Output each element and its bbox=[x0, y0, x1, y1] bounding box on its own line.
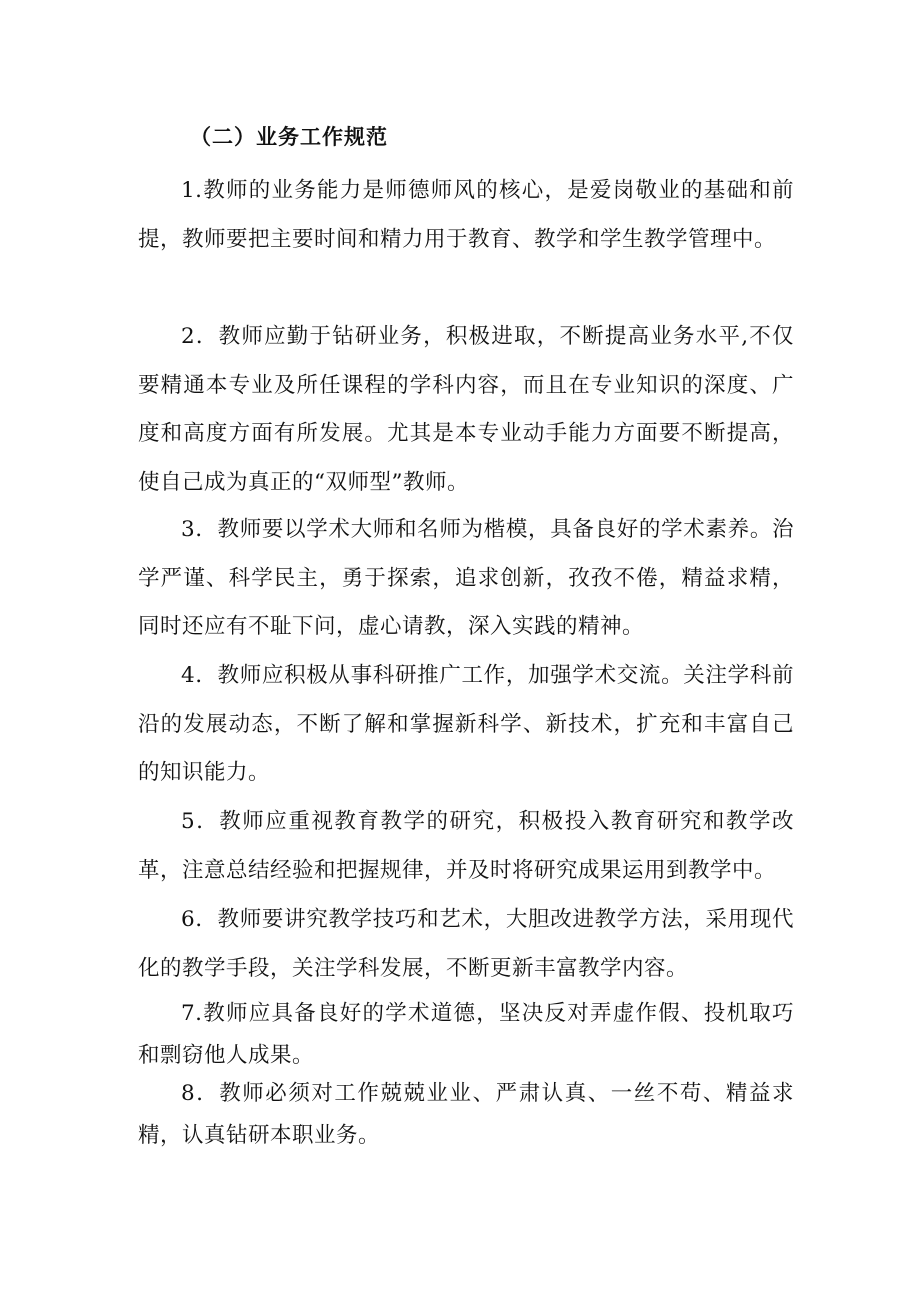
paragraph-1: 1.教师的业务能力是师德师风的核心，是爱岗敬业的基础和前提，教师要把主要时间和精力用于教育、教学和学生教学管理中。 bbox=[138, 178, 794, 252]
paragraph-5: 5．教师应重视教育教学的研究，积极投入教育研究和教学改革，注意总结经验和把握规律，并及时将研究成果运用到教学中。 bbox=[138, 809, 794, 883]
section-heading: （二）业务工作规范 bbox=[190, 124, 388, 149]
paragraph-6: 6．教师要讲究教学技巧和艺术，大胆改进教学方法，采用现代化的教学手段，关注学科发展，不断更新丰富教学内容。 bbox=[138, 907, 794, 981]
paragraph-4: 4．教师应积极从事科研推广工作，加强学术交流。关注学科前沿的发展动态，不断了解和掌握新科学、新技术，扩充和丰富自己的知识能力。 bbox=[138, 663, 794, 785]
paragraph-8: 8．教师必须对工作兢兢业业、严肃认真、一丝不苟、精益求精，认真钻研本职业务。 bbox=[138, 1081, 794, 1148]
paragraph-2: 2．教师应勤于钻研业务，积极进取，不断提高业务水平,不仅要精通本专业及所任课程的学科内容，而且在专业知识的深度、广度和高度方面有所发展。尤其是本专业动手能力方面要不断提高，使自己成为真正的“双师型”教师。 bbox=[138, 324, 794, 495]
paragraph-7: 7.教师应具备良好的学术道德，坚决反对弄虚作假、投机取巧和剽窃他人成果。 bbox=[138, 1001, 794, 1068]
paragraph-3: 3．教师要以学术大师和名师为楷模，具备良好的学术素养。治学严谨、科学民主，勇于探索，追求创新，孜孜不倦，精益求精，同时还应有不耻下问，虚心请教，深入实践的精神。 bbox=[138, 517, 794, 639]
